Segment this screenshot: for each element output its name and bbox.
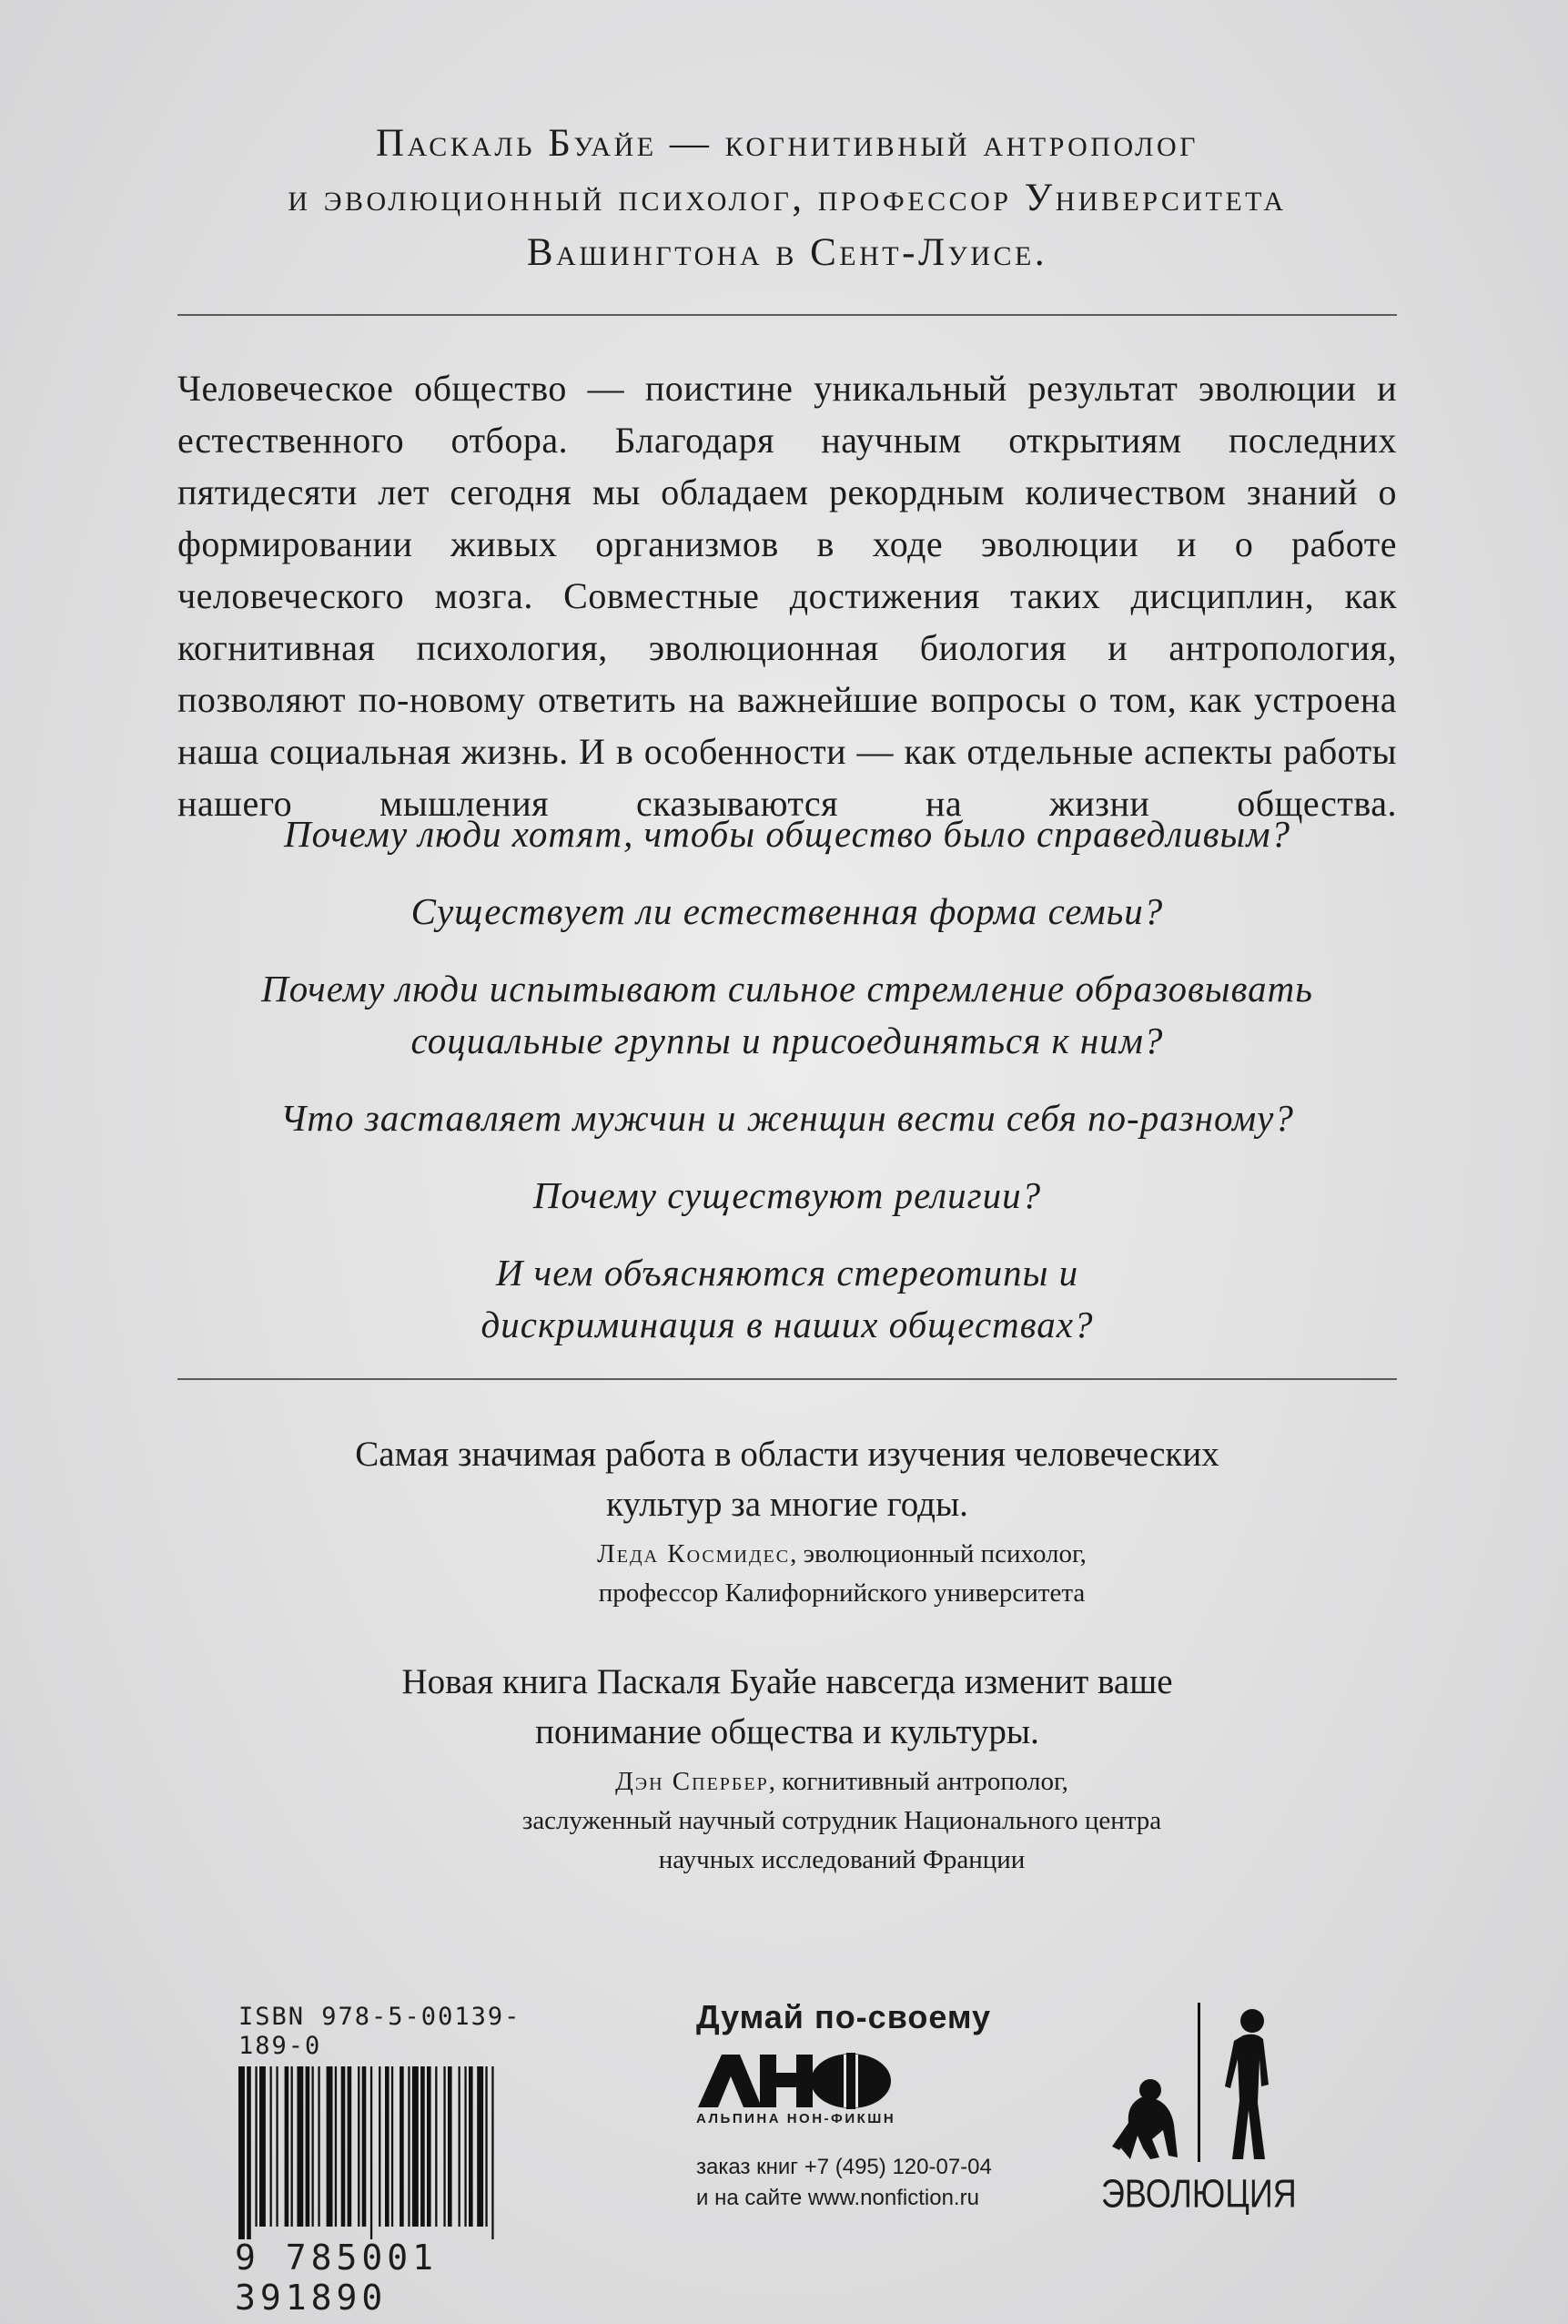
barcode-bar: [348, 2066, 352, 2227]
barcode-bar: [259, 2066, 266, 2227]
barcode-bar: [255, 2066, 257, 2227]
barcode-bar: [385, 2066, 389, 2227]
quote-text: [177, 1429, 1397, 1529]
barcode-bar: [335, 2066, 337, 2227]
description: [177, 362, 1397, 829]
question-item: Что заставляет мужчин и женщин вести себя по-разному?: [280, 1097, 1294, 1139]
barcode-bar: [285, 2066, 289, 2227]
series-name: ЭВОЛЮЦИЯ: [1101, 2171, 1297, 2217]
quote-line: понимание общества и культуры.: [535, 1712, 1039, 1751]
publisher-logo: [696, 2053, 896, 2109]
series-logo: [1092, 2003, 1329, 2217]
isbn-barcode: [235, 2003, 572, 2318]
divider-top: [177, 314, 1397, 316]
barcode-bar: [408, 2066, 410, 2227]
barcode-bar: [448, 2066, 452, 2227]
question-item: И чем объясняются стереотипы и дискриминация в наших обществах?: [481, 1252, 1094, 1345]
barcode-bar: [435, 2066, 437, 2227]
barcode-bar: [247, 2066, 251, 2239]
quote-author: Дэн Спербер: [615, 1767, 769, 1796]
divider-bottom: [177, 1378, 1397, 1380]
quote-text: [177, 1657, 1397, 1757]
barcode-bar: [341, 2066, 346, 2227]
quote-role: научных исследований Франции: [658, 1845, 1026, 1874]
evolution-figures-icon: [1092, 2003, 1310, 2162]
barcode-bar: [312, 2066, 314, 2227]
question-item: Почему люди испытывают сильное стремление образовывать социальные группы и присоединяться к ним?: [261, 968, 1313, 1061]
publisher-logo-subtitle: АЛЬПИНА НОН-ФИКШН: [696, 2111, 896, 2126]
quote-author: Леда Космидес: [597, 1539, 791, 1568]
quote-attribution: [177, 1535, 1397, 1613]
barcode-bar: [427, 2066, 431, 2227]
order-website: и на сайте www.nonfiction.ru: [696, 2186, 979, 2210]
publisher-contact: [696, 2152, 1060, 2214]
barcode-bar: [491, 2066, 493, 2239]
barcode-bar: [291, 2066, 293, 2227]
quote-role: заслуженный научный сотрудник Национального центра: [521, 1806, 1162, 1835]
barcode-bar: [327, 2066, 333, 2227]
barcode-bars: [235, 2066, 572, 2239]
barcode-bar: [379, 2066, 380, 2227]
quote-line: культур за многие годы.: [606, 1485, 968, 1524]
quote-role: , эволюционный психолог,: [790, 1539, 1087, 1568]
quote-role: профессор Калифорнийского университета: [598, 1578, 1086, 1608]
barcode-bar: [276, 2066, 278, 2227]
questions-list: [177, 808, 1397, 1376]
barcode-bar: [469, 2066, 473, 2227]
description-text: Человеческое общество — поистине уникальный результат эволюции и естественного отбора. Благодаря научным открытиям последних пятидесяти лет сегодня мы обладаем рекордным количеством знаний о формировании живых организмов в ходе эволюции и о работе человеческого мозга. Совместные достижения таких дисциплин, как когнитивная психология, эволюционная биология и антропология, позволяют по-новому ответить на важнейшие вопросы о том, как устроена наша социальная жизнь. И в особенности — как отдельные аспекты работы нашего мышления сказываются на жизни общества.: [177, 368, 1397, 824]
quote-attribution: [177, 1762, 1397, 1880]
barcode-bar: [391, 2066, 393, 2227]
barcode-bar: [297, 2066, 303, 2227]
barcode-bar: [459, 2066, 460, 2227]
barcode-bar: [485, 2066, 487, 2227]
quote-line: Новая книга Паскаля Буайе навсегда изменит ваше: [401, 1662, 1173, 1701]
barcode-bar: [412, 2066, 419, 2227]
question-item: Существует ли естественная форма семьи?: [410, 890, 1164, 932]
barcode-bar: [464, 2066, 466, 2227]
publisher-slogan: Думай по-своему: [696, 1998, 992, 2035]
barcode-bar: [270, 2066, 272, 2227]
author-bio-line: и эволюционный психолог, профессор Университета: [288, 177, 1287, 219]
barcode-bar: [477, 2066, 483, 2227]
barcode-bar: [306, 2066, 310, 2227]
question-item: Почему существуют религии?: [532, 1174, 1042, 1216]
review-quote: [177, 1429, 1397, 1613]
quote-role: , когнитивный антрополог,: [768, 1767, 1068, 1796]
author-bio: [177, 117, 1397, 280]
barcode-bar: [400, 2066, 404, 2227]
barcode-bar: [358, 2066, 359, 2227]
barcode-bar: [420, 2066, 425, 2227]
author-bio-line: Паскаль Буайе — когнитивный антрополог: [376, 122, 1199, 165]
author-bio-line: Вашингтона в Сент-Луисе.: [526, 231, 1048, 274]
quote-line: Самая значимая работа в области изучения человеческих: [355, 1435, 1219, 1474]
barcode-bar: [238, 2066, 245, 2239]
order-phone: заказ книг +7 (495) 120-07-04: [696, 2155, 992, 2179]
barcode-bar: [362, 2066, 367, 2227]
publisher-block: [696, 1998, 1060, 2214]
barcode-bar: [443, 2066, 445, 2227]
isbn-label: ISBN 978-5-00139-189-0: [238, 2003, 521, 2060]
review-quote: [177, 1657, 1397, 1880]
barcode-bar: [370, 2066, 372, 2239]
barcode-bar: [318, 2066, 319, 2227]
question-item: Почему люди хотят, чтобы общество было справедливым?: [284, 813, 1290, 855]
barcode-digits: 9 785001 391890: [235, 2238, 439, 2318]
